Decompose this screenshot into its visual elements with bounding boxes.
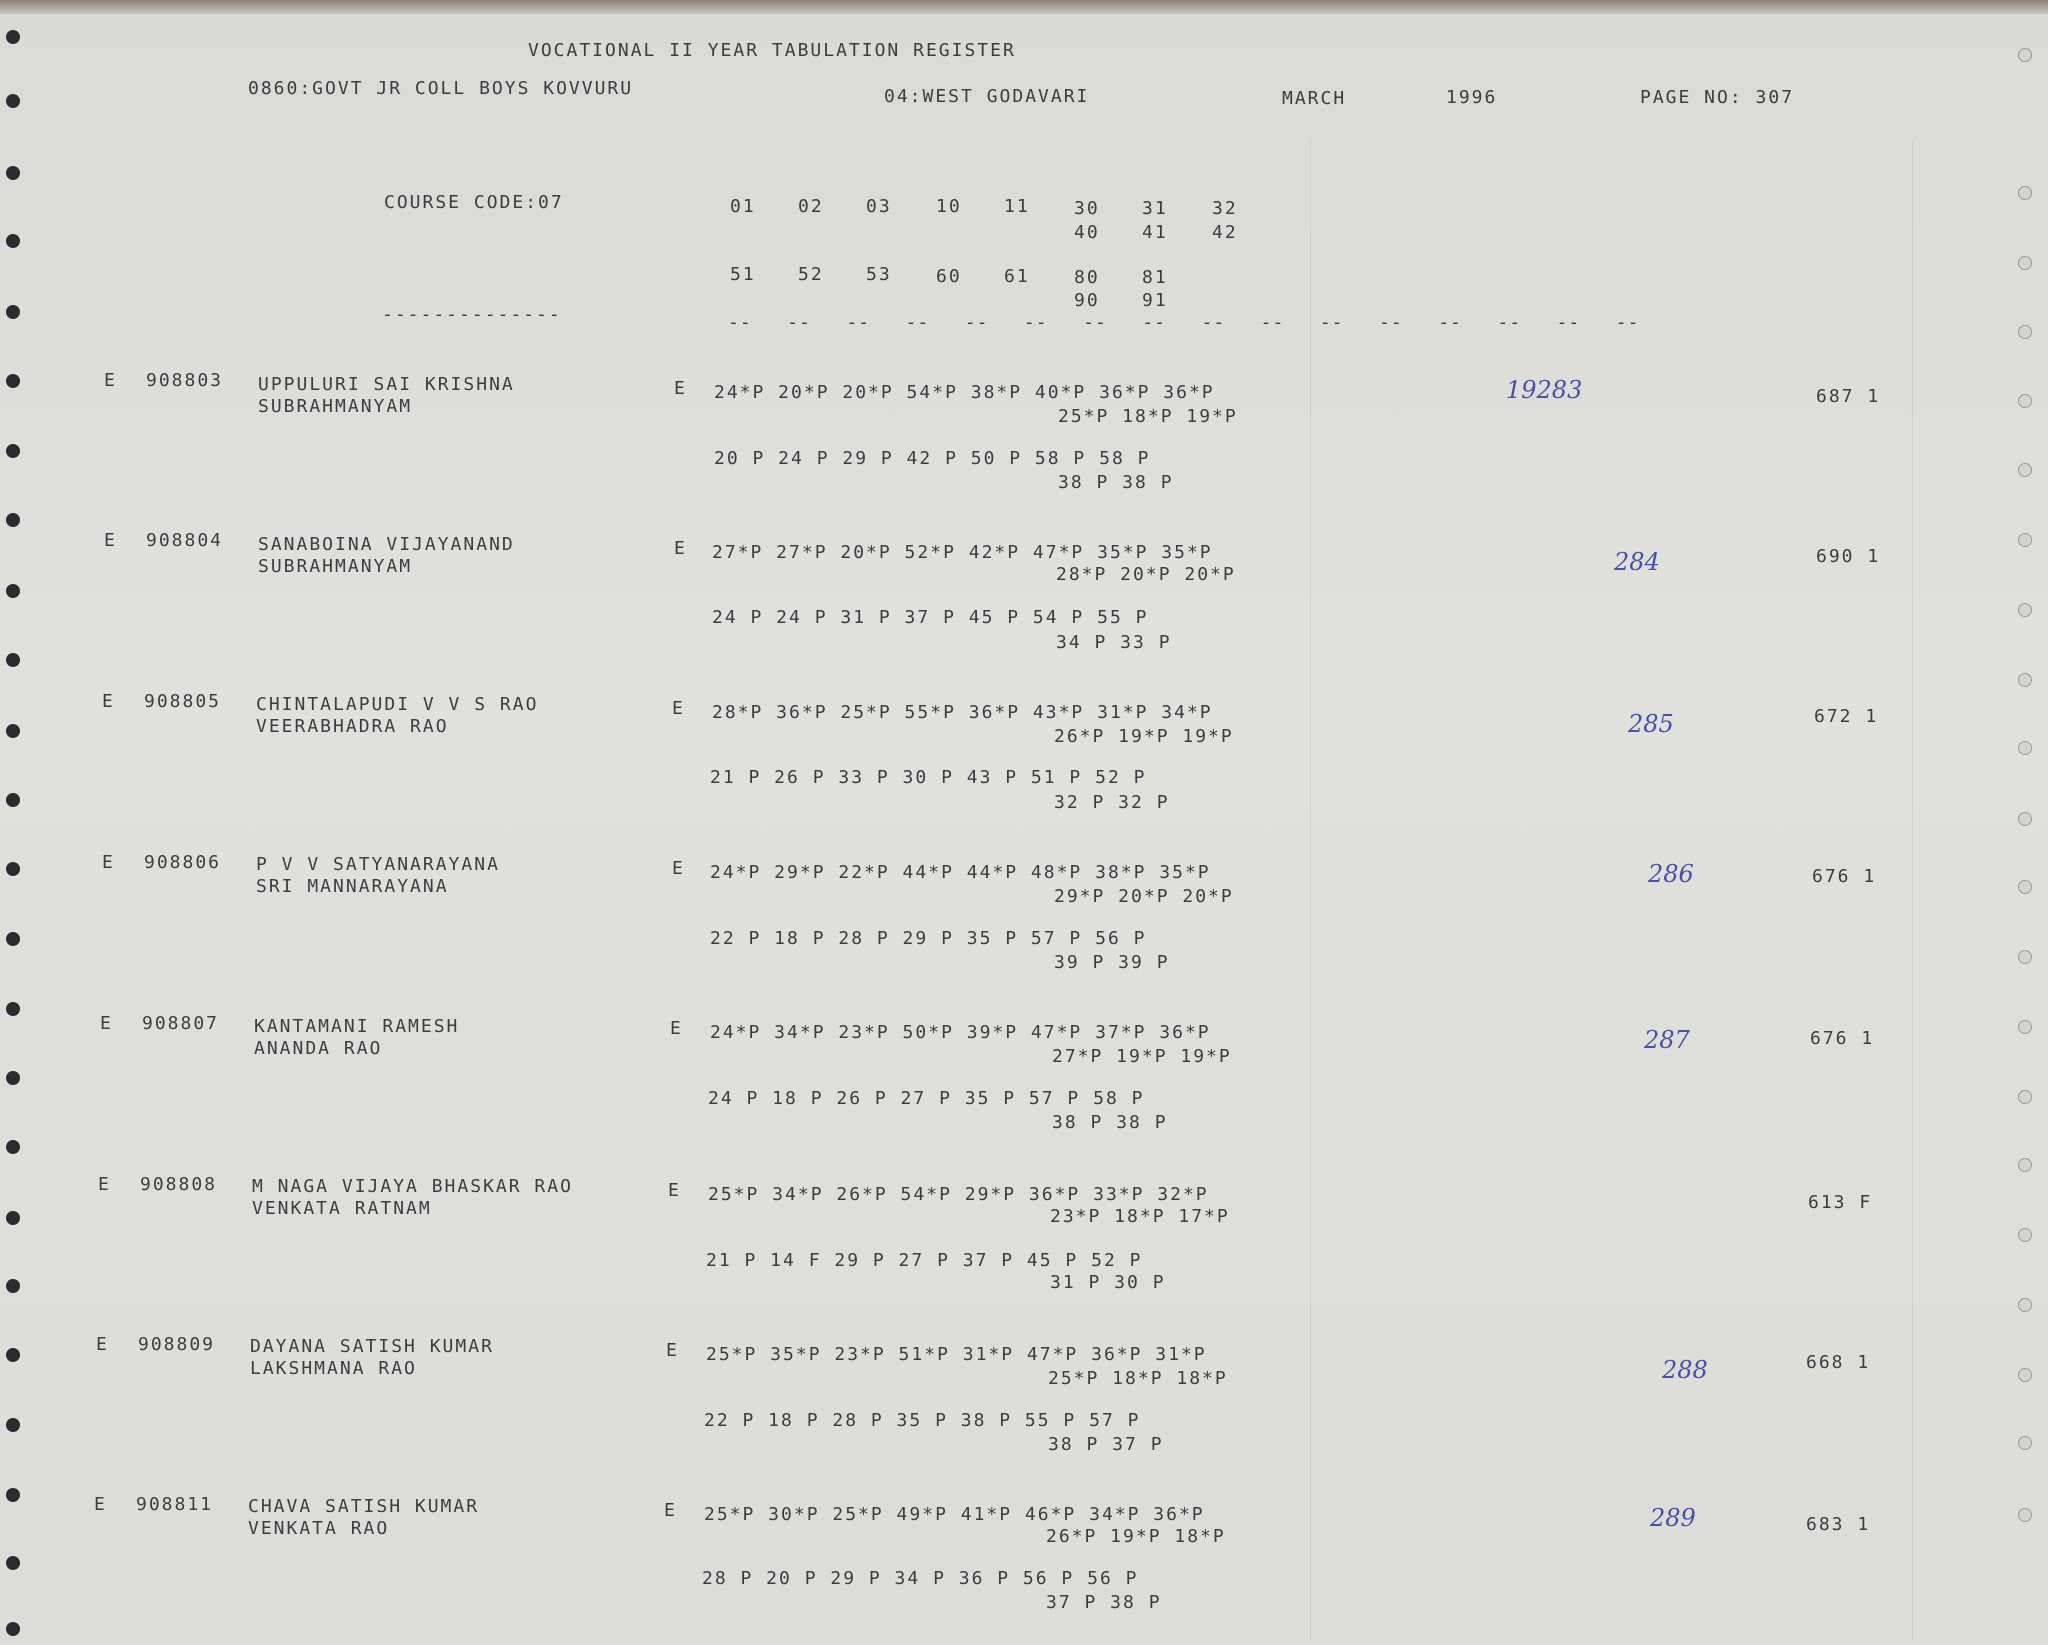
exam-flag: E [670,1018,683,1039]
feed-hole [6,1488,20,1502]
subject-code: 11 [1004,196,1030,217]
marks-line-1: 24*P 20*P 20*P 54*P 38*P 40*P 36*P 36*P [714,382,1215,403]
marks-line-2: 24 P 24 P 31 P 37 P 45 P 54 P 55 P [712,607,1149,628]
feed-hole [6,1211,20,1225]
subject-code: 60 [936,266,962,287]
district-name: 04:WEST GODAVARI [884,86,1090,107]
marks-line-2b: 37 P 38 P [1046,1592,1162,1613]
feed-hole [6,862,20,876]
entry-flag: E [102,691,115,712]
feed-hole [2018,673,2032,687]
feed-hole [2018,325,2032,339]
entry-flag: E [94,1494,107,1515]
feed-hole [6,94,20,108]
total-result: 668 1 [1806,1352,1871,1373]
feed-hole [6,513,20,527]
total-result: 613 F [1808,1192,1873,1213]
marks-line-1b: 28*P 20*P 20*P [1056,564,1236,585]
feed-hole [6,166,20,180]
subject-code: 03 [866,196,892,217]
exam-flag: E [672,698,685,719]
feed-hole [2018,812,2032,826]
student-name: M NAGA VIJAYA BHASKAR RAO [252,1176,573,1197]
feed-hole [6,932,20,946]
marks-line-1b: 26*P 19*P 19*P [1054,726,1234,747]
student-name: UPPULURI SAI KRISHNA [258,374,515,395]
marks-line-1b: 23*P 18*P 17*P [1050,1206,1230,1227]
marks-line-2: 22 P 18 P 28 P 35 P 38 P 55 P 57 P [704,1410,1141,1431]
course-code-label: COURSE CODE:07 [384,192,564,213]
marks-line-2b: 38 P 37 P [1048,1434,1164,1455]
exam-year: 1996 [1446,87,1498,108]
hall-ticket-number: 908807 [142,1013,220,1034]
total-result: 676 1 [1810,1028,1875,1049]
exam-flag: E [674,538,687,559]
feed-hole [2018,950,2032,964]
subject-code: 61 [1004,266,1030,287]
feed-hole [2018,1228,2032,1242]
subject-code: 51 [730,264,756,285]
feed-hole [6,724,20,738]
father-name: VENKATA RATNAM [252,1198,432,1219]
marks-line-1: 25*P 34*P 26*P 54*P 29*P 36*P 33*P 32*P [708,1184,1209,1205]
feed-hole [2018,880,2032,894]
marks-line-1: 25*P 35*P 23*P 51*P 31*P 47*P 36*P 31*P [706,1344,1207,1365]
feed-hole [2018,256,2032,270]
subject-code: 53 [866,264,892,285]
father-name: LAKSHMANA RAO [250,1358,417,1379]
handwritten-serial: 287 [1644,1026,1690,1054]
feed-hole [2018,1436,2032,1450]
feed-hole [6,305,20,319]
feed-hole [2018,1298,2032,1312]
feed-hole [6,1140,20,1154]
feed-hole [2018,1020,2032,1034]
subject-code: 01 [730,196,756,217]
feed-hole [6,374,20,388]
feed-hole [6,584,20,598]
exam-month: MARCH [1282,88,1347,109]
feed-hole [6,30,20,44]
subject-code: 90 [1074,290,1100,311]
marks-line-1b: 25*P 18*P 19*P [1058,406,1238,427]
marks-line-2b: 34 P 33 P [1056,632,1172,653]
marks-line-1b: 25*P 18*P 18*P [1048,1368,1228,1389]
feed-hole [2018,603,2032,617]
exam-flag: E [666,1340,679,1361]
marks-line-2: 28 P 20 P 29 P 34 P 36 P 56 P 56 P [702,1568,1139,1589]
dash-row: -- -- -- -- -- -- -- -- -- -- -- -- -- -- -- -- [728,312,1640,333]
subject-code: 10 [936,196,962,217]
feed-hole [2018,533,2032,547]
entry-flag: E [98,1174,111,1195]
subject-code: 02 [798,196,824,217]
register-title: VOCATIONAL II YEAR TABULATION REGISTER [528,40,1016,61]
total-result: 676 1 [1812,866,1877,887]
marks-line-2b: 31 P 30 P [1050,1272,1166,1293]
marks-line-2: 22 P 18 P 28 P 29 P 35 P 57 P 56 P [710,928,1147,949]
exam-flag: E [672,858,685,879]
exam-flag: E [664,1500,677,1521]
marks-line-1b: 27*P 19*P 19*P [1052,1046,1232,1067]
feed-hole [6,1348,20,1362]
hall-ticket-number: 908805 [144,691,222,712]
father-name: VEERABHADRA RAO [256,716,449,737]
marks-line-1: 27*P 27*P 20*P 52*P 42*P 47*P 35*P 35*P [712,542,1213,563]
father-name: SUBRAHMANYAM [258,396,413,417]
student-name: P V V SATYANARAYANA [256,854,500,875]
feed-hole [2018,186,2032,200]
total-result: 672 1 [1814,706,1879,727]
feed-hole [2018,741,2032,755]
total-result: 683 1 [1806,1514,1871,1535]
marks-line-2b: 38 P 38 P [1052,1112,1168,1133]
feed-hole [6,1556,20,1570]
student-name: KANTAMANI RAMESH [254,1016,460,1037]
feed-hole [6,653,20,667]
subject-code: 31 [1142,198,1168,219]
college-name: 0860:GOVT JR COLL BOYS KOVVURU [248,78,634,99]
feed-hole [6,1071,20,1085]
entry-flag: E [104,370,117,391]
column-rule [1912,140,1913,1640]
feed-hole [6,1002,20,1016]
hall-ticket-number: 908809 [138,1334,216,1355]
entry-flag: E [100,1013,113,1034]
entry-flag: E [96,1334,109,1355]
father-name: ANANDA RAO [254,1038,383,1059]
marks-line-1b: 26*P 19*P 18*P [1046,1526,1226,1547]
father-name: SRI MANNARAYANA [256,876,449,897]
marks-line-1: 24*P 29*P 22*P 44*P 44*P 48*P 38*P 35*P [710,862,1211,883]
sheet-top-edge [0,0,2048,14]
hall-ticket-number: 908803 [146,370,224,391]
father-name: SUBRAHMANYAM [258,556,413,577]
subject-code: 40 [1074,222,1100,243]
student-name: DAYANA SATISH KUMAR [250,1336,494,1357]
marks-line-1b: 29*P 20*P 20*P [1054,886,1234,907]
feed-hole [6,793,20,807]
feed-hole [2018,1368,2032,1382]
marks-line-2b: 39 P 39 P [1054,952,1170,973]
feed-hole [6,444,20,458]
hall-ticket-number: 908804 [146,530,224,551]
total-result: 687 1 [1816,386,1881,407]
feed-hole [2018,463,2032,477]
subject-code: 80 [1074,267,1100,288]
subject-code: 42 [1212,222,1238,243]
column-rule [1310,140,1311,1640]
feed-hole [6,1622,20,1636]
exam-flag: E [668,1180,681,1201]
marks-line-1: 28*P 36*P 25*P 55*P 36*P 43*P 31*P 34*P [712,702,1213,723]
marks-line-1: 24*P 34*P 23*P 50*P 39*P 47*P 37*P 36*P [710,1022,1211,1043]
handwritten-serial: 289 [1650,1504,1696,1532]
entry-flag: E [104,530,117,551]
feed-hole [2018,1090,2032,1104]
student-name: CHINTALAPUDI V V S RAO [256,694,539,715]
feed-hole [6,234,20,248]
marks-line-2: 24 P 18 P 26 P 27 P 35 P 57 P 58 P [708,1088,1145,1109]
marks-line-2b: 38 P 38 P [1058,472,1174,493]
father-name: VENKATA RAO [248,1518,390,1539]
hall-ticket-number: 908811 [136,1494,214,1515]
subject-code: 32 [1212,198,1238,219]
handwritten-serial: 288 [1662,1356,1708,1384]
feed-hole [2018,1508,2032,1522]
hall-ticket-number: 908806 [144,852,222,873]
course-dashes: -------------- [382,304,562,325]
subject-code: 91 [1142,290,1168,311]
student-name: CHAVA SATISH KUMAR [248,1496,480,1517]
subject-code: 52 [798,264,824,285]
handwritten-serial: 19283 [1506,376,1583,404]
hall-ticket-number: 908808 [140,1174,218,1195]
marks-line-2: 21 P 14 F 29 P 27 P 37 P 45 P 52 P [706,1250,1143,1271]
handwritten-serial: 286 [1648,860,1694,888]
feed-hole [2018,394,2032,408]
marks-line-2: 20 P 24 P 29 P 42 P 50 P 58 P 58 P [714,448,1151,469]
marks-line-1: 25*P 30*P 25*P 49*P 41*P 46*P 34*P 36*P [704,1504,1205,1525]
feed-hole [6,1418,20,1432]
subject-code: 81 [1142,267,1168,288]
handwritten-serial: 284 [1614,548,1660,576]
student-name: SANABOINA VIJAYANAND [258,534,515,555]
marks-line-2b: 32 P 32 P [1054,792,1170,813]
subject-code: 30 [1074,198,1100,219]
exam-flag: E [674,378,687,399]
subject-code: 41 [1142,222,1168,243]
handwritten-serial: 285 [1628,710,1674,738]
feed-hole [2018,48,2032,62]
entry-flag: E [102,852,115,873]
marks-line-2: 21 P 26 P 33 P 30 P 43 P 51 P 52 P [710,767,1147,788]
page-number: PAGE NO: 307 [1640,87,1795,108]
total-result: 690 1 [1816,546,1881,567]
feed-hole [6,1279,20,1293]
feed-hole [2018,1158,2032,1172]
